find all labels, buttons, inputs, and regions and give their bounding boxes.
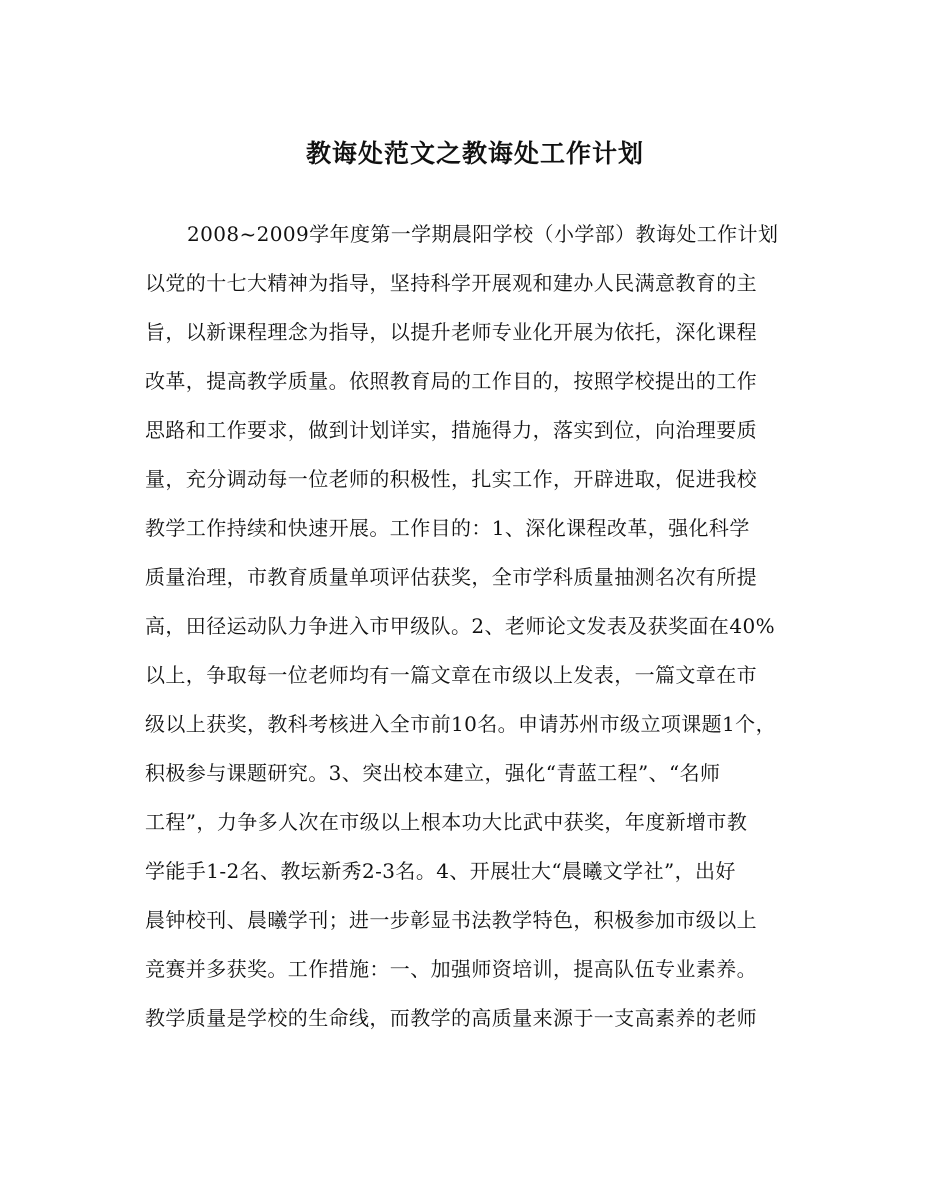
body-line: 质量治理，市教育质量单项评估获奖，全市学科质量抽测名次有所提: [145, 565, 757, 589]
body-line: 晨钟校刊、晨曦学刊；进一步彰显书法教学特色，积极参加市级以上: [145, 908, 757, 932]
body-line: 学能手1-2名、教坛新秀2-3名。4、开展壮大“晨曦文学社”，出好: [145, 859, 736, 883]
body-line: 量，充分调动每一位老师的积极性，扎实工作，开辟进取，促进我校: [145, 467, 757, 491]
body-line: 级以上获奖，教科考核进入全市前10名。申请苏州市级立项课题1个，: [145, 712, 776, 736]
body-line: 工程”，力争多人次在市级以上根本功大比武中获奖，年度新增市教: [145, 810, 748, 834]
body-line: 思路和工作要求，做到计划详实，措施得力，落实到位，向治理要质: [145, 418, 757, 442]
body-line: 高，田径运动队力争进入市甲级队。2、老师论文发表及获奖面在40%: [145, 614, 775, 638]
body-line: 教学工作持续和快速开展。工作目的：1、深化课程改革，强化科学: [145, 516, 750, 540]
body-line: 教学质量是学校的生命线，而教学的高质量来源于一支高素养的老师: [145, 1006, 757, 1030]
body-line: 2008~2009学年度第一学期晨阳学校（小学部）教诲处工作计划: [187, 222, 779, 246]
body-line: 以上，争取每一位老师均有一篇文章在市级以上发表，一篇文章在市: [145, 663, 757, 687]
document-title: 教诲处范文之教诲处工作计划: [305, 139, 644, 168]
body-line: 旨，以新课程理念为指导，以提升老师专业化开展为依托，深化课程: [145, 320, 757, 344]
body-line: 以党的十七大精神为指导，坚持科学开展观和建办人民满意教育的主: [145, 271, 757, 295]
body-line: 竞赛并多获奖。工作措施：一、加强师资培训，提高队伍专业素养。: [145, 957, 757, 981]
body-line: 积极参与课题研究。3、突出校本建立，强化“青蓝工程”、“名师: [145, 761, 721, 785]
body-line: 改革，提高教学质量。依照教育局的工作目的，按照学校提出的工作: [145, 369, 757, 393]
document-body: [145, 222, 825, 1055]
